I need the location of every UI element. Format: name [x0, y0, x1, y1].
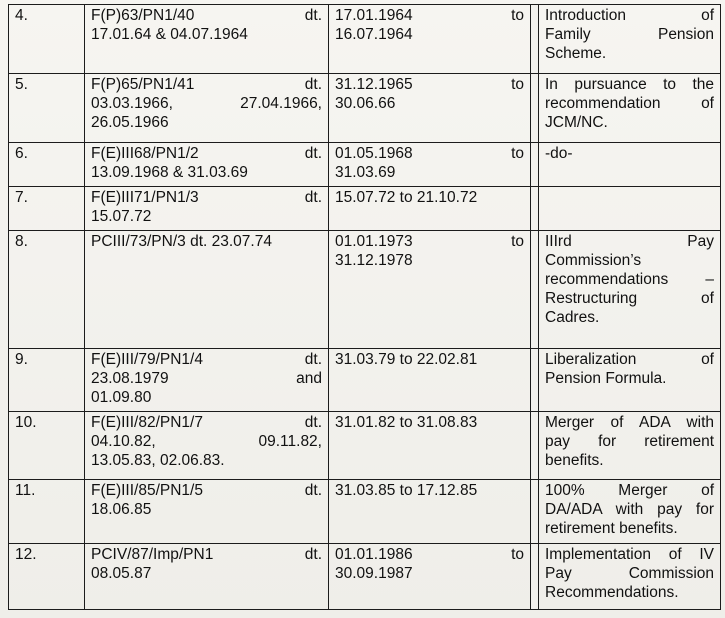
column-gap: [531, 412, 539, 480]
remarks: Merger of ADA with pay for retirement benefits.: [539, 412, 721, 480]
serial-number: 11.: [9, 480, 85, 544]
serial-number: 7.: [9, 187, 85, 231]
serial-number: 8.: [9, 231, 85, 349]
table-row: [9, 143, 721, 187]
serial-number: 5.: [9, 74, 85, 143]
pension-orders-table: [8, 4, 721, 610]
table-row: [9, 74, 721, 143]
column-gap: [531, 143, 539, 187]
order-reference: PCIII/73/PN/3 dt. 23.07.74: [85, 231, 329, 349]
remarks: Liberalization of Pension Formula.: [539, 349, 721, 412]
table-row: [9, 187, 721, 231]
serial-number: 4.: [9, 5, 85, 74]
remarks: Implementation of IV Pay Commission Recommendations.: [539, 544, 721, 610]
column-gap: [531, 5, 539, 74]
remarks: IIIrd Pay Commission’s recommendations – Restructuring of Cadres.: [539, 231, 721, 349]
order-reference: F(E)III/79/PN1/4 dt. 23.08.1979 and 01.09.80: [85, 349, 329, 412]
serial-number: 9.: [9, 349, 85, 412]
period: 01.01.1973 to 31.12.1978: [329, 231, 531, 349]
column-gap: [531, 231, 539, 349]
remarks: 100% Merger of DA/ADA with pay for retirement benefits.: [539, 480, 721, 544]
column-gap: [531, 480, 539, 544]
order-reference: PCIV/87/Imp/PN1 dt. 08.05.87: [85, 544, 329, 610]
column-gap: [531, 187, 539, 231]
table-row: [9, 480, 721, 544]
table-row: [9, 412, 721, 480]
remarks: -do-: [539, 143, 721, 187]
period: 01.05.1968 to 31.03.69: [329, 143, 531, 187]
table-row: [9, 231, 721, 349]
period: 31.12.1965 to 30.06.66: [329, 74, 531, 143]
serial-number: 10.: [9, 412, 85, 480]
table-row: [9, 544, 721, 610]
period: 17.01.1964 to 16.07.1964: [329, 5, 531, 74]
column-gap: [531, 544, 539, 610]
period: 01.01.1986 to 30.09.1987: [329, 544, 531, 610]
period: 15.07.72 to 21.10.72: [329, 187, 531, 231]
table-row: [9, 349, 721, 412]
column-gap: [531, 349, 539, 412]
order-reference: F(P)63/PN1/40 dt. 17.01.64 & 04.07.1964: [85, 5, 329, 74]
order-reference: F(E)III/85/PN1/5 dt. 18.06.85: [85, 480, 329, 544]
order-reference: F(E)III/82/PN1/7 dt. 04.10.82, 09.11.82, 13.05.83, 02.06.83.: [85, 412, 329, 480]
period: 31.03.85 to 17.12.85: [329, 480, 531, 544]
remarks: [539, 187, 721, 231]
period: 31.01.82 to 31.08.83: [329, 412, 531, 480]
order-reference: F(P)65/PN1/41 dt. 03.03.1966, 27.04.1966, 26.05.1966: [85, 74, 329, 143]
remarks: Introduction of Family Pension Scheme.: [539, 5, 721, 74]
order-reference: F(E)III68/PN1/2 dt. 13.09.1968 & 31.03.69: [85, 143, 329, 187]
column-gap: [531, 74, 539, 143]
remarks: In pursuance to the recommendation of JCM/NC.: [539, 74, 721, 143]
serial-number: 6.: [9, 143, 85, 187]
serial-number: 12.: [9, 544, 85, 610]
period: 31.03.79 to 22.02.81: [329, 349, 531, 412]
order-reference: F(E)III71/PN1/3 dt. 15.07.72: [85, 187, 329, 231]
table-row: [9, 5, 721, 74]
